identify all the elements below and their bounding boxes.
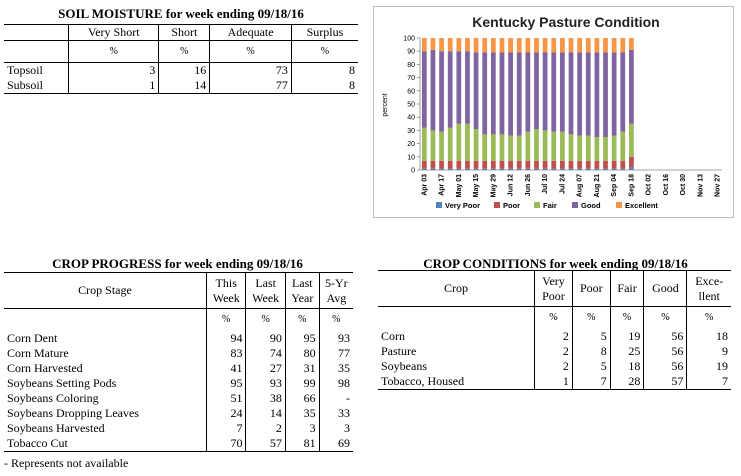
- legend-label: Very Poor: [445, 201, 481, 210]
- conditions-cell: 19: [687, 359, 731, 374]
- chart-bar-very-poor: [629, 167, 634, 170]
- chart-bar-very-poor: [448, 169, 453, 170]
- chart-bar-good: [517, 53, 522, 136]
- soil-cell: 14: [159, 78, 210, 94]
- unit-label: %: [319, 309, 353, 331]
- crop-conditions-title: CROP CONDITIONS for week ending 09/18/16: [423, 256, 688, 271]
- soil-corner-cell: [4, 25, 69, 41]
- legend-label: Good: [581, 201, 601, 210]
- chart-bar-good: [439, 51, 444, 132]
- chart-bar-good: [569, 53, 574, 135]
- chart-bar-poor: [551, 161, 556, 169]
- chart-bar-fair: [517, 136, 522, 161]
- conditions-cell: 5: [572, 329, 610, 344]
- chart-bar-very-poor: [465, 169, 470, 170]
- chart-bar-fair: [431, 130, 436, 160]
- chart-bar-good: [491, 53, 496, 135]
- conditions-cell: 2: [535, 329, 573, 344]
- chart-bar-poor: [465, 161, 470, 169]
- chart-bar-fair: [456, 124, 461, 161]
- chart-bar-excellent: [543, 38, 548, 53]
- chart-x-tick-label: May 15: [473, 174, 481, 198]
- chart-x-tick-label: Jul 24: [559, 174, 567, 194]
- chart-bar-very-poor: [456, 169, 461, 170]
- legend-swatch-fair: [534, 202, 540, 208]
- chart-bar-very-poor: [431, 169, 436, 170]
- chart-bar-poor: [517, 161, 522, 169]
- chart-bar-excellent: [551, 38, 556, 53]
- chart-bar-excellent: [620, 38, 625, 53]
- chart-bar-poor: [586, 161, 591, 169]
- chart-bar-good: [508, 53, 513, 136]
- footnote: - Represents not available: [4, 456, 129, 470]
- chart-y-tick-label: 60: [407, 88, 415, 96]
- legend-swatch-poor: [494, 202, 500, 208]
- progress-cell: 95: [207, 376, 246, 391]
- chart-bar-excellent: [595, 38, 600, 53]
- col-header-fair: Fair: [610, 271, 644, 307]
- chart-y-tick-label: 10: [407, 154, 415, 162]
- chart-bar-very-poor: [577, 169, 582, 170]
- chart-bar-poor: [482, 161, 487, 169]
- unit-label: %: [610, 307, 644, 329]
- unit-label: %: [69, 41, 159, 63]
- chart-bar-excellent: [500, 38, 505, 53]
- progress-cell: 70: [207, 436, 246, 452]
- progress-cell: 66: [285, 391, 319, 406]
- chart-bar-excellent: [456, 38, 461, 51]
- progress-row: [4, 361, 353, 376]
- soil-cell: 16: [159, 63, 210, 79]
- soil-cell: 1: [69, 78, 159, 94]
- chart-bar-poor: [629, 157, 634, 168]
- progress-row: [4, 436, 353, 452]
- chart-y-tick-label: 100: [403, 35, 415, 43]
- progress-cell: 98: [319, 376, 353, 391]
- conditions-cell: 5: [572, 359, 610, 374]
- chart-bar-good: [500, 53, 505, 135]
- crop-progress-title: CROP PROGRESS for week ending 09/18/16: [52, 256, 303, 271]
- chart-bar-poor: [603, 161, 608, 169]
- progress-row: [4, 331, 353, 346]
- soil-row-label: Subsoil: [7, 78, 44, 92]
- chart-bar-very-poor: [439, 169, 444, 170]
- conditions-row-label: Pasture: [381, 343, 417, 358]
- col-header-good: Good: [644, 271, 687, 307]
- progress-cell: 74: [246, 346, 285, 361]
- soil-header-surplus: Surplus: [291, 25, 358, 41]
- conditions-cell: 57: [644, 374, 687, 390]
- chart-bar-good: [465, 51, 470, 124]
- chart-bar-excellent: [491, 38, 496, 53]
- chart-bar-very-poor: [586, 169, 591, 170]
- progress-row-label: Corn Dent: [7, 330, 58, 345]
- chart-bar-excellent: [482, 38, 487, 53]
- chart-bar-fair: [603, 137, 608, 161]
- chart-bar-very-poor: [595, 169, 600, 170]
- chart-y-tick-label: 0: [411, 167, 415, 175]
- progress-row-label: Soybeans Coloring: [7, 390, 99, 405]
- chart-bar-fair: [525, 132, 530, 161]
- unit-label: %: [207, 309, 246, 331]
- conditions-cell: 25: [610, 344, 644, 359]
- chart-bar-poor: [560, 161, 565, 169]
- chart-bar-very-poor: [508, 169, 513, 170]
- chart-bar-excellent: [560, 38, 565, 53]
- chart-bar-good: [482, 53, 487, 135]
- progress-row: [4, 376, 353, 391]
- chart-bar-poor: [422, 161, 427, 169]
- progress-cell: 93: [246, 376, 285, 391]
- conditions-row-label: Soybeans: [381, 358, 427, 373]
- chart-y-tick-label: 50: [407, 101, 415, 109]
- chart-bar-excellent: [525, 38, 530, 53]
- chart-x-tick-label: Aug 07: [576, 174, 584, 198]
- chart-bar-excellent: [474, 38, 479, 53]
- progress-row-label: Soybeans Setting Pods: [7, 375, 117, 390]
- conditions-row: [378, 359, 731, 374]
- conditions-cell: 56: [644, 329, 687, 344]
- chart-bar-fair: [560, 132, 565, 161]
- conditions-row: [378, 374, 731, 390]
- chart-x-tick-label: Jun 12: [507, 174, 515, 197]
- chart-x-tick-label: Nov 13: [697, 174, 705, 197]
- chart-title: Kentucky Pasture Condition: [472, 14, 660, 30]
- chart-bar-good: [543, 53, 548, 131]
- chart-bar-poor: [569, 161, 574, 169]
- progress-row-label: Tobacco Cut: [7, 435, 68, 450]
- chart-bar-fair: [543, 130, 548, 160]
- chart-bar-good: [551, 53, 556, 132]
- conditions-cell: 18: [687, 329, 731, 344]
- unit-label: %: [291, 41, 358, 63]
- chart-bar-fair: [482, 134, 487, 160]
- progress-row: [4, 406, 353, 421]
- chart-bar-excellent: [603, 38, 608, 53]
- col-header-5yr-avg: 5-Yr Avg: [319, 273, 353, 309]
- chart-bar-good: [577, 53, 582, 136]
- chart-x-tick-label: May 29: [490, 174, 498, 198]
- chart-bar-good: [612, 53, 617, 136]
- chart-bar-excellent: [612, 38, 617, 53]
- chart-x-tick-label: Oct 30: [680, 174, 688, 196]
- chart-bar-very-poor: [551, 169, 556, 170]
- chart-bar-good: [534, 53, 539, 130]
- chart-bar-good: [448, 51, 453, 128]
- chart-bar-very-poor: [474, 169, 479, 170]
- chart-bar-excellent: [577, 38, 582, 53]
- unit-label: %: [159, 41, 210, 63]
- col-header-excellent: Exce- llent: [687, 271, 731, 307]
- progress-cell: 81: [285, 436, 319, 452]
- progress-cell: 38: [246, 391, 285, 406]
- legend-label: Fair: [543, 201, 557, 210]
- conditions-cell: 56: [644, 344, 687, 359]
- chart-bar-good: [456, 51, 461, 124]
- progress-cell: 7: [207, 421, 246, 436]
- conditions-row-label: Corn: [381, 328, 405, 343]
- chart-bar-excellent: [465, 38, 470, 51]
- progress-cell: 35: [319, 361, 353, 376]
- soil-cell: 8: [291, 63, 358, 79]
- legend-label: Poor: [503, 201, 521, 210]
- chart-bar-excellent: [508, 38, 513, 53]
- progress-cell: 2: [246, 421, 285, 436]
- progress-row: [4, 391, 353, 406]
- soil-moisture-table: [4, 24, 358, 94]
- chart-bar-fair: [500, 134, 505, 160]
- chart-bar-very-poor: [422, 169, 427, 170]
- chart-bar-poor: [543, 161, 548, 169]
- chart-bar-poor: [577, 161, 582, 169]
- soil-cell: 8: [291, 78, 358, 94]
- progress-cell: 90: [246, 331, 285, 346]
- chart-bar-poor: [448, 161, 453, 169]
- chart-y-tick-label: 80: [407, 61, 415, 69]
- conditions-cell: 1: [535, 374, 573, 390]
- progress-cell: -: [319, 391, 353, 406]
- chart-bar-fair: [629, 124, 634, 157]
- chart-bar-poor: [620, 161, 625, 169]
- progress-cell: 69: [319, 436, 353, 452]
- unit-label: %: [687, 307, 731, 329]
- chart-bar-good: [620, 53, 625, 132]
- conditions-cell: 7: [687, 374, 731, 390]
- chart-y-axis-label: percent: [382, 93, 389, 117]
- chart-bar-fair: [422, 128, 427, 161]
- chart-bar-very-poor: [603, 169, 608, 170]
- unit-label: %: [210, 41, 292, 63]
- chart-bar-poor: [500, 161, 505, 169]
- chart-bar-fair: [586, 136, 591, 161]
- conditions-cell: 8: [572, 344, 610, 359]
- chart-x-tick-label: Jun 26: [524, 174, 532, 197]
- legend-swatch-very-poor: [436, 202, 442, 208]
- col-header-this-week: This Week: [207, 273, 246, 309]
- chart-x-tick-label: Apr 03: [421, 174, 429, 196]
- chart-bar-excellent: [439, 38, 444, 51]
- progress-cell: 93: [319, 331, 353, 346]
- chart-bar-good: [595, 53, 600, 137]
- progress-cell: 80: [285, 346, 319, 361]
- soil-cell: 73: [210, 63, 292, 79]
- soil-header-adequate: Adequate: [210, 25, 292, 41]
- conditions-cell: 18: [610, 359, 644, 374]
- unit-label: %: [285, 309, 319, 331]
- progress-cell: 33: [319, 406, 353, 421]
- legend-label: Excellent: [625, 201, 658, 210]
- chart-bar-fair: [465, 124, 470, 161]
- progress-cell: 83: [207, 346, 246, 361]
- crop-progress-table: [4, 272, 353, 452]
- chart-bar-excellent: [586, 38, 591, 53]
- crop-stage-header: Crop Stage: [78, 283, 132, 297]
- pasture-chart-panel: [373, 6, 734, 218]
- chart-bar-poor: [474, 161, 479, 169]
- conditions-row: [378, 329, 731, 344]
- progress-cell: 3: [319, 421, 353, 436]
- conditions-cell: 56: [644, 359, 687, 374]
- chart-bar-excellent: [517, 38, 522, 53]
- unit-label: %: [535, 307, 573, 329]
- soil-moisture-title: SOIL MOISTURE for week ending 09/18/16: [58, 6, 304, 21]
- crop-conditions-table: [378, 270, 731, 390]
- chart-bar-excellent: [448, 38, 453, 51]
- chart-bar-fair: [551, 132, 556, 161]
- chart-bar-very-poor: [620, 169, 625, 170]
- soil-row-label: Topsoil: [7, 63, 43, 77]
- chart-bar-good: [474, 53, 479, 130]
- chart-bar-poor: [612, 161, 617, 169]
- chart-x-tick-label: May 01: [455, 174, 463, 198]
- soil-header-very-short: Very Short: [69, 25, 159, 41]
- chart-x-tick-label: Oct 02: [645, 174, 653, 196]
- progress-cell: 31: [285, 361, 319, 376]
- unit-label: %: [572, 307, 610, 329]
- soil-cell: 3: [69, 63, 159, 79]
- chart-bar-good: [560, 53, 565, 132]
- chart-y-tick-label: 90: [407, 48, 415, 56]
- chart-bar-excellent: [569, 38, 574, 53]
- chart-bar-poor: [491, 161, 496, 169]
- chart-x-tick-label: Sep 18: [628, 174, 636, 197]
- chart-bar-poor: [508, 161, 513, 169]
- conditions-row-label: Tobacco, Housed: [381, 373, 465, 388]
- chart-bar-excellent: [534, 38, 539, 53]
- progress-row-label: Soybeans Dropping Leaves: [7, 405, 139, 420]
- conditions-cell: 9: [687, 344, 731, 359]
- soil-header-short: Short: [159, 25, 210, 41]
- chart-bar-very-poor: [560, 169, 565, 170]
- conditions-cell: 28: [610, 374, 644, 390]
- legend-swatch-excellent: [616, 202, 622, 208]
- chart-x-tick-label: Jul 10: [542, 174, 550, 194]
- chart-bar-very-poor: [500, 169, 505, 170]
- progress-cell: 51: [207, 391, 246, 406]
- progress-row-label: Corn Mature: [7, 345, 69, 360]
- progress-cell: 77: [319, 346, 353, 361]
- chart-y-tick-label: 30: [407, 127, 415, 135]
- conditions-cell: 2: [535, 344, 573, 359]
- chart-bar-good: [431, 50, 436, 131]
- chart-bar-very-poor: [543, 169, 548, 170]
- col-header-last-year: Last Year: [285, 273, 319, 309]
- progress-cell: 35: [285, 406, 319, 421]
- chart-bar-poor: [525, 161, 530, 169]
- chart-bar-poor: [439, 161, 444, 169]
- conditions-cell: 19: [610, 329, 644, 344]
- progress-cell: 94: [207, 331, 246, 346]
- chart-x-tick-label: Sep 04: [611, 174, 619, 197]
- col-header-poor: Poor: [572, 271, 610, 307]
- chart-bar-poor: [595, 161, 600, 169]
- chart-bar-very-poor: [517, 169, 522, 170]
- chart-bar-poor: [431, 161, 436, 169]
- progress-row: [4, 421, 353, 436]
- chart-bar-fair: [577, 136, 582, 161]
- progress-cell: 14: [246, 406, 285, 421]
- chart-y-tick-label: 20: [407, 141, 415, 149]
- chart-x-tick-label: Apr 17: [438, 174, 446, 196]
- chart-bar-good: [586, 53, 591, 136]
- col-header-very-poor: Very Poor: [535, 271, 573, 307]
- col-header-last-week: Last Week: [246, 273, 285, 309]
- chart-bar-very-poor: [482, 169, 487, 170]
- chart-bar-poor: [456, 161, 461, 169]
- chart-bar-excellent: [431, 38, 436, 50]
- progress-cell: 3: [285, 421, 319, 436]
- chart-bar-fair: [595, 137, 600, 161]
- progress-cell: 27: [246, 361, 285, 376]
- soil-cell: 77: [210, 78, 292, 94]
- progress-cell: 24: [207, 406, 246, 421]
- crop-header: Crop: [444, 281, 468, 295]
- chart-bar-very-poor: [534, 169, 539, 170]
- progress-row-label: Corn Harvested: [7, 360, 83, 375]
- chart-bar-fair: [448, 128, 453, 161]
- chart-bar-excellent: [422, 38, 427, 51]
- chart-bar-poor: [534, 161, 539, 169]
- progress-cell: 99: [285, 376, 319, 391]
- chart-y-tick-label: 40: [407, 114, 415, 122]
- chart-bar-fair: [534, 129, 539, 161]
- chart-x-tick-label: Nov 27: [714, 174, 722, 197]
- chart-bar-fair: [612, 136, 617, 161]
- chart-y-tick-label: 70: [407, 75, 415, 83]
- progress-cell: 95: [285, 331, 319, 346]
- unit-label: %: [246, 309, 285, 331]
- chart-bar-excellent: [629, 38, 634, 50]
- unit-label: %: [644, 307, 687, 329]
- chart-bar-fair: [474, 129, 479, 161]
- chart-bar-good: [603, 53, 608, 137]
- pasture-chart: [374, 7, 733, 217]
- legend-swatch-good: [572, 202, 578, 208]
- progress-cell: 41: [207, 361, 246, 376]
- chart-bar-fair: [508, 136, 513, 161]
- chart-bar-fair: [491, 134, 496, 160]
- chart-bar-very-poor: [612, 169, 617, 170]
- chart-bar-very-poor: [491, 169, 496, 170]
- chart-bar-very-poor: [525, 169, 530, 170]
- chart-x-tick-label: Oct 16: [662, 174, 670, 196]
- progress-cell: 57: [246, 436, 285, 452]
- chart-bar-fair: [439, 132, 444, 161]
- conditions-row: [378, 344, 731, 359]
- chart-bar-very-poor: [569, 169, 574, 170]
- chart-bar-good: [422, 51, 427, 128]
- chart-bar-good: [525, 53, 530, 132]
- conditions-cell: 2: [535, 359, 573, 374]
- conditions-cell: 7: [572, 374, 610, 390]
- progress-row: [4, 346, 353, 361]
- chart-bar-fair: [620, 132, 625, 161]
- progress-row-label: Soybeans Harvested: [7, 420, 105, 435]
- chart-x-tick-label: Aug 21: [593, 174, 601, 198]
- chart-bar-good: [629, 50, 634, 124]
- chart-bar-fair: [569, 134, 574, 160]
